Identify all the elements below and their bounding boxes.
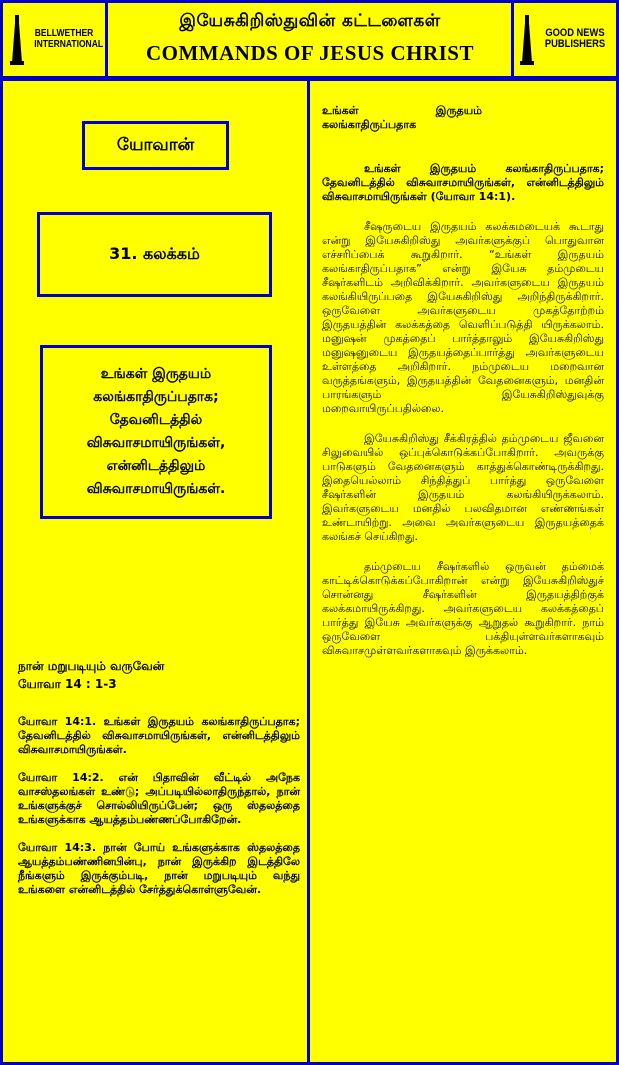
book-box: [82, 121, 229, 170]
key-verse: [87, 363, 226, 501]
lesson-box: [37, 212, 272, 297]
verse-paragraph: யோவா 14:2. என் பிதாவின் வீட்டில் அநேக வாசஸ்தலங்கள் உண்டு; அப்படியில்லாதிருந்தால், நான் உங்களுக்குச் சொல்லியிருப்பேன்; ஒரு ஸ்தலத்தை உங்களுக்காக ஆயத்தம்பண்ணப்போகிறேன்.: [18, 771, 300, 826]
key-verse-box: [40, 345, 272, 519]
verse-paragraph: யோவா 14:3. நான் போய் உங்களுக்காக ஸ்தலத்தை ஆயத்தம்பண்ணினபின்பு, நான் இருக்கிற இடத்திலே நீங்களும் இருக்கும்படி, நான் மறுபடியும் வந்து உங்களை என்னிடத்தில் சேர்த்துக்கொள்ளுவேன்.: [18, 841, 300, 896]
section-reference: யோவா 14 : 1-3: [18, 677, 117, 691]
key-verse-line: உங்கள் இருதயம்: [100, 366, 212, 382]
commentary-quote: உங்கள் இருதயம் கலங்காதிருப்பதாக; தேவனிடத்தில் விசுவாசமாயிருங்கள், என்னிடத்திலும் விசுவாசமாயிருங்கள் (யோவா 14:1).: [322, 162, 604, 203]
book-name: யோவான்: [116, 134, 195, 155]
title-tamil: இயேசுகிறிஸ்துவின் கட்டளைகள்: [179, 11, 441, 31]
tower-icon: [519, 13, 535, 65]
commentary-paragraph: தம்முடைய சீஷர்களில் ஒருவன் தம்மைக் காட்டிக்கொடுக்கப்போகிறான் என்று இயேசுகிறிஸ்துச் சொன்னது சீஷர்களின் இருதயத்திற்குக் கலக்கமாயிருக்கிறது. அவர்களுடைய கலக்கத்தைப் பார்த்து இயேசு அவர்களுக்கு ஆறுதல் கூறுகிறார். நாம் ஒருவேளை பக்தியுள்ளவர்களாகவும் விசுவாசமுள்ளவர்களாகவும் இருக்கலாம்.: [322, 560, 604, 657]
key-verse-line: தேவனிடத்தில்: [109, 412, 203, 428]
key-verse-line: விசுவாசமாயிருங்கள்.: [86, 481, 226, 497]
section-title: நான் மறுபடியும் வருவேன்: [18, 659, 165, 673]
header-title-block: [110, 3, 510, 75]
commentary-paragraph: சீஷருடைய இருதயம் கலக்கமடையக் கூடாது என்று இயேசுகிறிஸ்து அவர்களுக்குப் பொதுவான எச்சரிப்பைக் கூறுகிறார். “உங்கள் இருதயம் கலங்காதிருப்பதாக” என்று இயேசு தம்முடைய சீஷர்களிடம் அறிவிக்கிறார். அவர்களுடைய இருதயம் கலங்கியிருப்பதை இயேசுகிறிஸ்து அறிந்திருக்கிறார். ஒருவேளை அவர்களுடைய முகத்தோற்றம் இருதயத்தின் கலக்கத்தை வெளிப்படுத்தி யிருக்கலாம். மனுஷன் முகத்தைப் பார்த்தாலும் இயேசுகிறிஸ்து மனுஷனுடைய இருதயத்தைப்பார்த்து அவர்களுடைய உள்ளத்தை அறிகிறார். நம்முடைய மறைவான வருத்தங்களும், இருதயத்தின் வேதனைகளும், மனதின் பாரங்களும் இயேசுகிறிஸ்துவுக்கு மறைவாயிருப்பதில்லை.: [322, 220, 604, 415]
commentary-paragraph: இயேசுகிறிஸ்து சீக்கிரத்தில் தம்முடைய ஜீவனை சிலுவையில் ஒப்புக்கொடுக்கப்போகிறார். அவருக்கு பாடுகளும் வேதனைகளும் காத்துக்கொண்டிருக்கிறது. இதையெல்லாம் சிந்தித்துப் பார்த்து ஒருவேளை சீஷர்களின் இருதயம் கலங்கியிருக்கலாம். இவர்களுடைய மனதில் பலவிதமான எண்ணங்கள் உண்டாயிற்று. அவை அவர்களுடைய இருதயத்தைக் கலங்கச் செய்கிறது.: [322, 432, 604, 543]
tower-icon: [9, 13, 25, 65]
key-verse-line: விசுவாசமாயிருங்கள்,: [86, 435, 226, 451]
commentary-section: [322, 104, 604, 674]
header-left-divider: [105, 0, 108, 79]
scripture-section: [18, 657, 300, 911]
title-english: COMMANDS OF JESUS CHRIST: [145, 41, 474, 65]
column-divider: [307, 78, 310, 1065]
verse-paragraph: யோவா 14:1. உங்கள் இருதயம் கலங்காதிருப்பதாக; தேவனிடத்தில் விசுவாசமாயிருங்கள், என்னிடத்திலும் விசுவாசமாயிருங்கள்.: [18, 715, 300, 756]
commentary-heading: உங்கள் இருதயம் கலங்காதிருப்பதாக: [322, 104, 482, 131]
good-news-logo-text: GOOD NEWS PUBLISHERS: [544, 27, 606, 50]
good-news-logo: [516, 8, 614, 70]
key-verse-line: என்னிடத்திலும்: [106, 458, 206, 474]
key-verse-line: கலங்காதிருப்பதாக;: [93, 389, 219, 405]
bellwether-logo-text: BELLWETHER INTERNATIONAL: [34, 28, 104, 50]
header-right-divider: [511, 0, 514, 79]
bellwether-logo: [6, 8, 102, 70]
lesson-title: 31. கலக்கம்: [109, 244, 200, 263]
